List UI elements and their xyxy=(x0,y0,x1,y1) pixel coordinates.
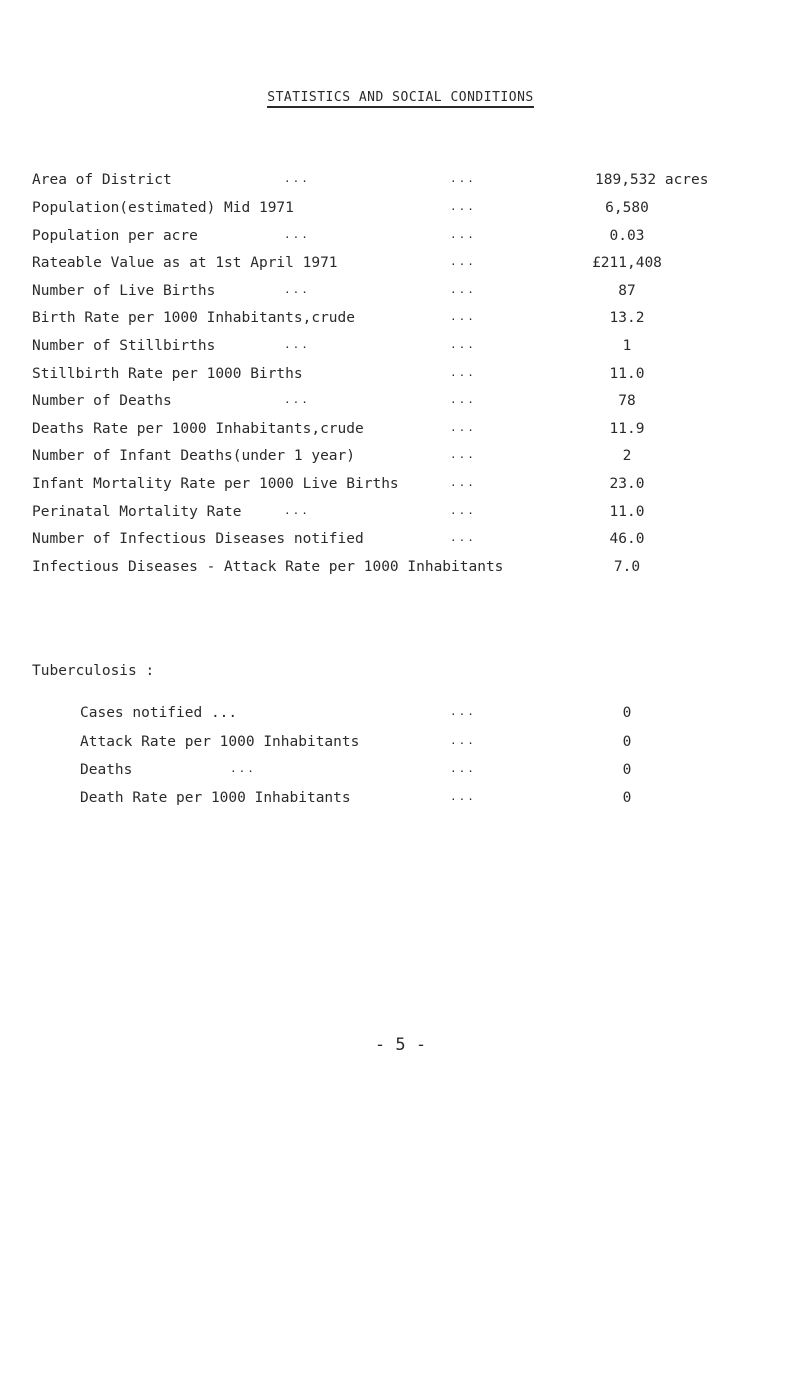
stat-value: 1 xyxy=(622,338,632,354)
tuberculosis-heading: Tuberculosis : xyxy=(32,663,155,679)
stat-label: Number of Deaths xyxy=(32,393,172,409)
stat-value: 11.9 xyxy=(609,421,645,437)
leader-dots: ... xyxy=(284,228,310,241)
leader-dots: ... xyxy=(450,366,476,379)
stat-value: 2 xyxy=(622,448,632,464)
leader-dots: ... xyxy=(450,283,476,296)
leader-dots: ... xyxy=(450,531,476,544)
stat-value: 23.0 xyxy=(609,476,645,492)
stat-value: 0.03 xyxy=(609,228,645,244)
leader-dots: ... xyxy=(450,734,476,747)
stat-label: Number of Infant Deaths(under 1 year) xyxy=(32,448,356,464)
leader-dots: ... xyxy=(450,790,476,803)
leader-dots: ... xyxy=(230,762,256,775)
leader-dots: ... xyxy=(450,448,476,461)
stat-label: Infectious Diseases - Attack Rate per 1000 Inhabitants xyxy=(32,559,504,575)
stat-label: Population per acre xyxy=(32,228,198,244)
leader-dots: ... xyxy=(284,283,310,296)
leader-dots: ... xyxy=(450,705,476,718)
leader-dots: ... xyxy=(450,476,476,489)
tb-value: 0 xyxy=(622,762,632,778)
tb-value: 0 xyxy=(622,734,632,750)
stat-label: Deaths Rate per 1000 Inhabitants,crude xyxy=(32,421,364,437)
stat-label: Number of Live Births xyxy=(32,283,216,299)
leader-dots: ... xyxy=(450,421,476,434)
leader-dots: ... xyxy=(450,172,476,185)
stat-label: Perinatal Mortality Rate xyxy=(32,504,242,520)
tb-value: 0 xyxy=(622,790,632,806)
leader-dots: ... xyxy=(450,504,476,517)
leader-dots: ... xyxy=(450,228,476,241)
stat-label: Number of Infectious Diseases notified xyxy=(32,531,364,547)
stat-value: 6,580 xyxy=(605,200,649,216)
stat-value: 87 xyxy=(618,283,636,299)
page-number: - 5 - xyxy=(374,1035,427,1055)
page-title: STATISTICS AND SOCIAL CONDITIONS xyxy=(0,90,801,105)
tb-label: Death Rate per 1000 Inhabitants xyxy=(80,790,351,806)
leader-dots: ... xyxy=(450,310,476,323)
leader-dots: ... xyxy=(284,172,310,185)
leader-dots: ... xyxy=(284,338,310,351)
leader-dots: ... xyxy=(450,762,476,775)
stat-label: Stillbirth Rate per 1000 Births xyxy=(32,366,303,382)
stat-value: 78 xyxy=(618,393,636,409)
tb-label: Attack Rate per 1000 Inhabitants xyxy=(80,734,360,750)
stat-value: 7.0 xyxy=(613,559,641,575)
stat-label: Rateable Value as at 1st April 1971 xyxy=(32,255,338,271)
stat-value: £211,408 xyxy=(592,255,662,271)
stat-label: Birth Rate per 1000 Inhabitants,crude xyxy=(32,310,356,326)
stat-label: Population(estimated) Mid 1971 xyxy=(32,200,294,216)
stat-value: 189,532 acres xyxy=(595,172,709,188)
leader-dots: ... xyxy=(450,200,476,213)
leader-dots: ... xyxy=(450,338,476,351)
stat-value: 46.0 xyxy=(609,531,645,547)
tb-value: 0 xyxy=(622,705,632,721)
stat-label: Area of District xyxy=(32,172,172,188)
leader-dots: ... xyxy=(284,504,310,517)
stat-value: 13.2 xyxy=(609,310,645,326)
leader-dots: ... xyxy=(284,393,310,406)
leader-dots: ... xyxy=(450,393,476,406)
tb-label: Cases notified ... xyxy=(80,705,238,721)
tb-label: Deaths xyxy=(80,762,133,778)
leader-dots: ... xyxy=(450,255,476,268)
stat-value: 11.0 xyxy=(609,504,645,520)
stat-label: Infant Mortality Rate per 1000 Live Births xyxy=(32,476,399,492)
stat-label: Number of Stillbirths xyxy=(32,338,216,354)
stat-value: 11.0 xyxy=(609,366,645,382)
